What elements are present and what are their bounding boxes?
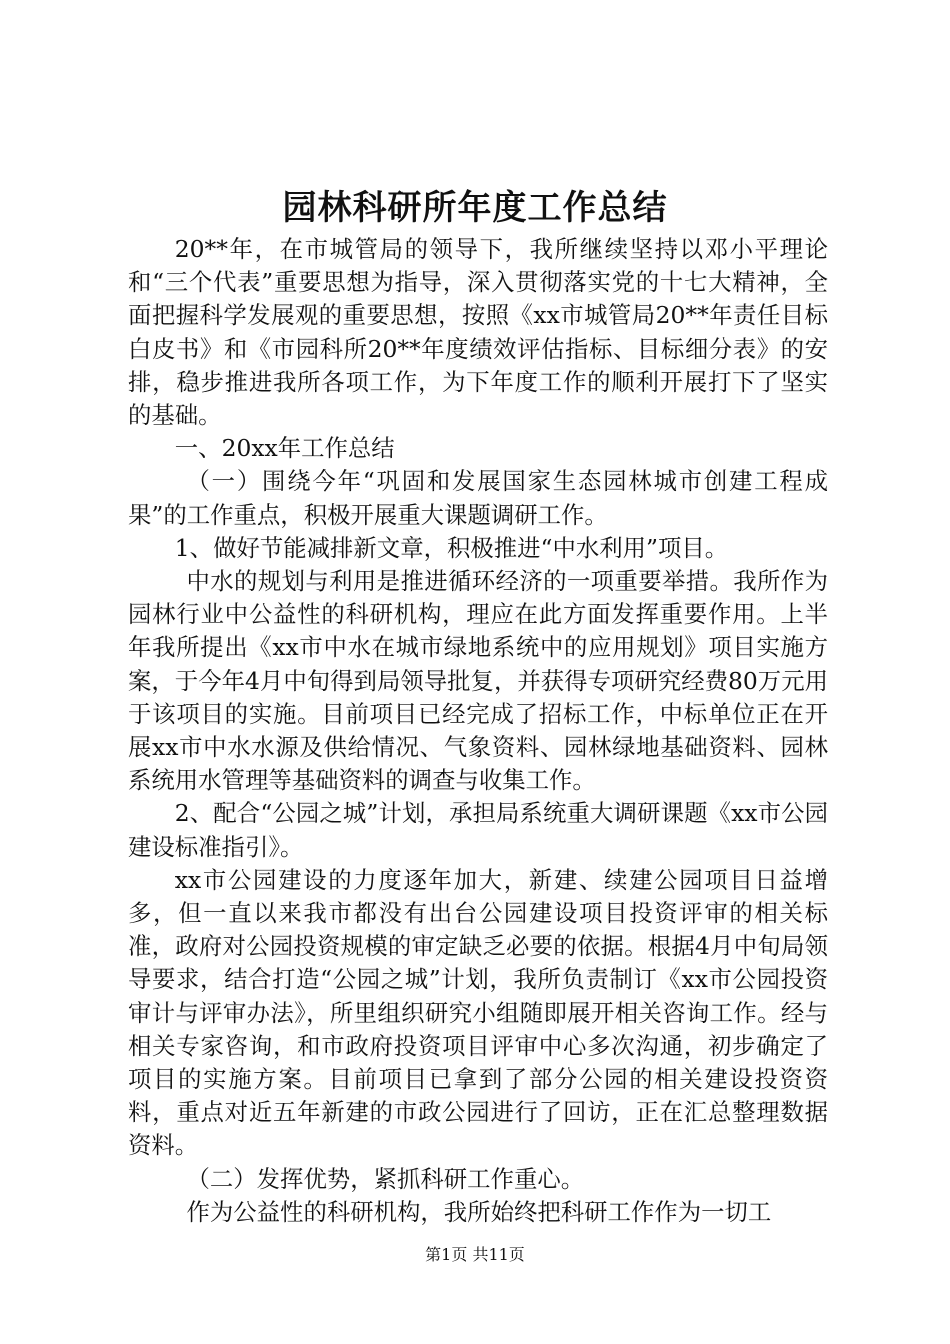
document-title: 园林科研所年度工作总结 <box>282 188 668 228</box>
subsection-heading: （二）发挥优势，紧抓科研工作重心。 <box>186 1164 585 1193</box>
body-paragraph: 中水的规划与利用是推进循环经济的一项重要举措。我所作为园林行业中公益性的科研机构，理应在此方面发挥重要作用。上半年我所提出《xx市中水在城市绿地系统中的应用规划》项目实施方案，于今年4月中旬得到局领导批复，并获得专项研究经费80万元用于该项目的实施。目前项目已经完成了招标工作，中标单位正在开展xx市中水水源及供给情况、气象资料、园林绿地基础资料、园林系统用水管理等基础资料的调查与收集工作。 <box>128 567 828 795</box>
section-heading: 一、20xx年工作总结 <box>174 434 395 463</box>
subsection-heading: （一）围绕今年“巩固和发展国家生态园林城市创建工程成果”的工作重点，积极开展重大课题调研工作。 <box>128 467 828 529</box>
document-body <box>128 233 828 1229</box>
intro-paragraph: 20**年，在市城管局的领导下，我所继续坚持以邓小平理论和“三个代表”重要思想为指导，深入贯彻落实党的十七大精神，全面把握科学发展观的重要思想，按照《xx市城管局20**年责任目标白皮书》和《市园科所20**年度绩效评估指标、目标细分表》的安排，稳步推进我所各项工作，为下年度工作的顺利开展打下了坚实的基础。 <box>128 235 828 430</box>
page-footer: 第1页 共11页 <box>425 1245 525 1264</box>
body-paragraph: 作为公益性的科研机构，我所始终把科研工作作为一切工 <box>186 1197 772 1226</box>
item-heading: 1、做好节能减排新文章，积极推进“中水利用”项目。 <box>174 533 729 562</box>
body-paragraph: xx市公园建设的力度逐年加大，新建、续建公园项目日益增多，但一直以来我市都没有出台公园建设项目投资评审的相关标准，政府对公园投资规模的审定缺乏必要的依据。根据4月中旬局领导要求，结合打造“公园之城”计划，我所负责制订《xx市公园投资审计与评审办法》，所里组织研究小组随即展开相关咨询工作。经与相关专家咨询，和市政府投资项目评审中心多次沟通，初步确定了项目的实施方案。目前项目已拿到了部分公园的相关建设投资资料，重点对近五年新建的市政公园进行了回访，正在汇总整理数据资料。 <box>128 865 828 1160</box>
item-heading: 2、配合“公园之城”计划，承担局系统重大调研课题《xx市公园建设标准指引》。 <box>128 799 828 861</box>
